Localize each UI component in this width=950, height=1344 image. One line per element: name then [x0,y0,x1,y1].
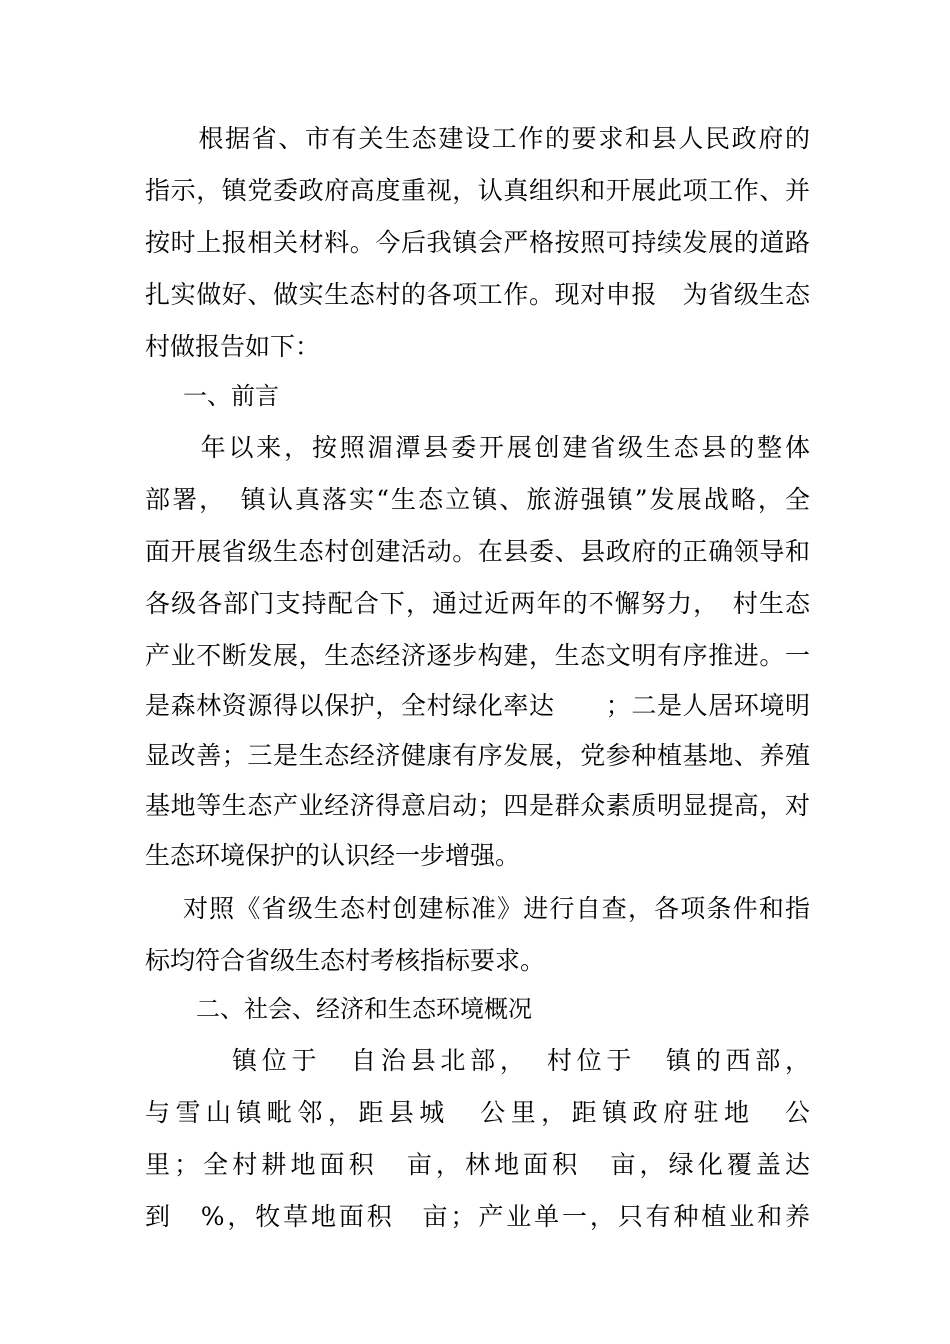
paragraph-line: 显改善；三是生态经济健康有序发展，党参种植基地、养殖 [145,741,810,770]
paragraph-line: 按时上报相关材料。今后我镇会严格按照可持续发展的道路 [145,228,810,257]
paragraph-line: 对照《省级生态村创建标准》进行自查，各项条件和指 [183,894,810,923]
paragraph-line: 各级各部门支持配合下，通过近两年的不懈努力， 村生态 [145,589,810,618]
section-heading-overview: 二、社会、经济和生态环境概况 [196,995,532,1023]
paragraph-line: 生态环境保护的认识经一步增强。 [145,841,521,870]
paragraph-line: 标均符合省级生态村考核指标要求。 [145,946,546,975]
paragraph-line: 里；全村耕地面积 亩，林地面积 亩，绿化覆盖达 [145,1150,810,1179]
paragraph-line: 扎实做好、做实生态村的各项工作。现对申报 为省级生态 [145,280,810,309]
paragraph-line: 面开展省级生态村创建活动。在县委、县政府的正确领导和 [145,537,810,566]
paragraph-line: 基地等生态产业经济得意启动；四是群众素质明显提高，对 [145,791,810,820]
paragraph-line: 是森林资源得以保护，全村绿化率达 ；二是人居环境明 [145,691,810,720]
paragraph-line: 指示，镇党委政府高度重视，认真组织和开展此项工作、并 [145,176,810,205]
paragraph-line: 到 %，牧草地面积 亩；产业单一，只有种植业和养 [145,1202,810,1231]
paragraph-line: 年以来，按照湄潭县委开展创建省级生态县的整体 [145,433,810,462]
paragraph-line: 镇位于 自治县北部， 村位于 镇的西部， [232,1046,810,1075]
paragraph-line: 根据省、市有关生态建设工作的要求和县人民政府的 [145,124,810,153]
paragraph-line: 产业不断发展，生态经济逐步构建，生态文明有序推进。一 [145,641,810,670]
paragraph-line: 与雪山镇毗邻，距县城 公里，距镇政府驻地 公 [145,1098,810,1127]
section-heading-preface: 一、前言 [183,382,279,410]
paragraph-line: 部署， 镇认真落实“生态立镇、旅游强镇”发展战略，全 [145,485,810,514]
paragraph-line: 村做报告如下： [145,332,321,361]
